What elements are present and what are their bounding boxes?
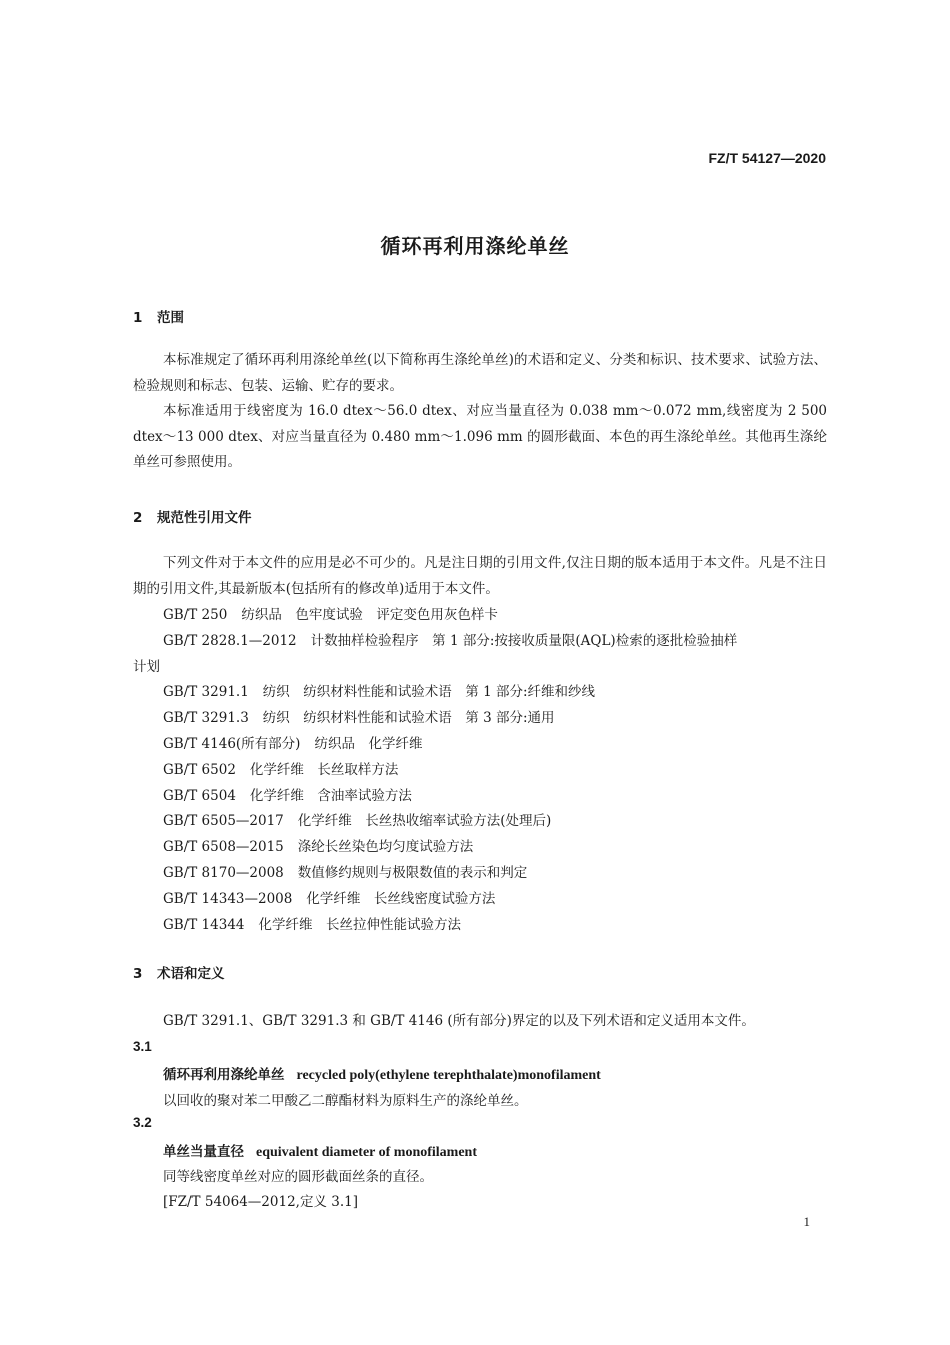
normative-references-list	[133, 603, 827, 938]
reference-title: 纺织 纺织材料性能和试验术语 第 1 部分:纤维和纱线	[262, 684, 596, 701]
reference-item	[163, 706, 827, 732]
reference-code: GB/T 250	[163, 607, 228, 623]
term-heading	[163, 1140, 477, 1161]
document-title: 循环再利用涤纶单丝	[380, 234, 570, 258]
reference-title: 纺织品 色牢度试验 评定变色用灰色样卡	[241, 607, 498, 623]
section-1-paragraph-2: 本标准适用于线密度为 16.0 dtex～56.0 dtex、对应当量直径为 0.038 mm～0.072 mm,线密度为 2 500 dtex～13 000 dtex、对应当量直径为 0.480 mm～1.096 mm 的圆形截面、本色的再生涤纶单丝。其他再生涤纶单丝可参照使用。	[133, 403, 827, 470]
section-1-heading	[133, 306, 184, 326]
section-2-paragraph-1: 下列文件对于本文件的应用是必不可少的。凡是注日期的引用文件,仅注日期的版本适用于本文件。凡是不注日期的引用文件,其最新版本(包括所有的修改单)适用于本文件。	[133, 555, 827, 597]
term-definition: 同等线密度单丝对应的圆形截面丝条的直径。	[163, 1169, 433, 1185]
section-1-paragraph-1: 本标准规定了循环再利用涤纶单丝(以下简称再生涤纶单丝)的术语和定义、分类和标识、技术要求、试验方法、检验规则和标志、包装、运输、贮存的要求。	[133, 352, 827, 394]
term-number: 3.2	[133, 1115, 152, 1130]
section-number: 2	[133, 510, 143, 526]
section-title: 术语和定义	[157, 966, 225, 982]
reference-title: 化学纤维 长丝拉伸性能试验方法	[258, 916, 461, 933]
section-title: 规范性引用文件	[157, 510, 252, 526]
section-3-heading	[133, 962, 225, 982]
term-heading	[163, 1063, 601, 1084]
reference-item	[163, 861, 827, 887]
term-name-en: equivalent diameter of monofilament	[256, 1145, 477, 1160]
reference-item	[163, 758, 827, 784]
reference-item	[163, 913, 827, 939]
reference-code: GB/T 6504	[163, 787, 236, 804]
reference-code: GB/T 6502	[163, 761, 236, 778]
term-name-cn: 单丝当量直径	[163, 1144, 244, 1160]
standard-code: FZ/T 54127—2020	[708, 150, 826, 166]
reference-continuation: 计划	[133, 658, 160, 675]
reference-item	[163, 835, 827, 861]
reference-code: GB/T 3291.3	[163, 710, 249, 727]
reference-title: 涤纶长丝染色均匀度试验方法	[297, 839, 474, 856]
term-source: [FZ/T 54064—2012,定义 3.1]	[163, 1194, 358, 1210]
reference-title: 数值修约规则与极限数值的表示和判定	[297, 864, 528, 881]
reference-title: 化学纤维 含油率试验方法	[249, 787, 412, 804]
reference-item	[163, 680, 827, 706]
reference-code: GB/T 3291.1	[163, 684, 249, 701]
reference-code: GB/T 6505—2017	[163, 813, 284, 830]
reference-code: GB/T 4146(所有部分)	[163, 735, 301, 752]
section-number: 1	[133, 310, 143, 326]
reference-item	[163, 629, 827, 655]
reference-code: GB/T 6508—2015	[163, 839, 284, 856]
section-number: 3	[133, 966, 143, 982]
reference-title: 化学纤维 长丝热收缩率试验方法(处理后)	[297, 813, 552, 830]
reference-item	[163, 887, 827, 913]
term-name-cn: 循环再利用涤纶单丝	[163, 1067, 285, 1083]
section-title: 范围	[157, 310, 184, 326]
section-2-heading	[133, 506, 252, 526]
term-number: 3.1	[133, 1039, 152, 1054]
reference-item	[163, 603, 827, 629]
reference-title: 纺织 纺织材料性能和试验术语 第 3 部分:通用	[262, 710, 555, 727]
reference-code: GB/T 2828.1—2012	[163, 632, 297, 649]
reference-code: GB/T 8170—2008	[163, 864, 284, 881]
term-name-en: recycled poly(ethylene terephthalate)monofilament	[296, 1068, 601, 1083]
reference-item	[163, 784, 827, 810]
reference-title: 化学纤维 长丝线密度试验方法	[306, 890, 496, 907]
reference-item	[163, 732, 827, 758]
term-definition: 以回收的聚对苯二甲酸乙二醇酯材料为原料生产的涤纶单丝。	[163, 1093, 528, 1109]
page-number: 1	[803, 1214, 810, 1229]
section-3-paragraph-1: GB/T 3291.1、GB/T 3291.3 和 GB/T 4146 (所有部分)界定的以及下列术语和定义适用本文件。	[163, 1013, 755, 1029]
reference-title: 计数抽样检验程序 第 1 部分:按接收质量限(AQL)检索的逐批检验抽样	[310, 632, 738, 649]
reference-title: 纺织品 化学纤维	[314, 735, 423, 752]
reference-code: GB/T 14343—2008	[163, 890, 293, 907]
reference-item	[163, 809, 827, 835]
reference-title: 化学纤维 长丝取样方法	[249, 761, 399, 778]
reference-code: GB/T 14344	[163, 916, 245, 933]
